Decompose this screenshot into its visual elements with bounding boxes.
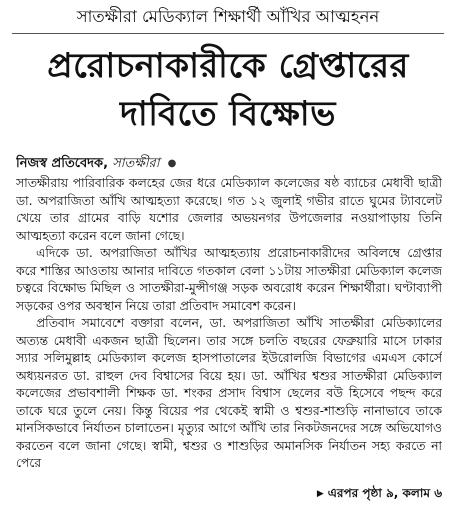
byline-reporter: নিজস্ব প্রতিবেদক, xyxy=(16,156,109,171)
byline-place: সাতক্ষীরা xyxy=(112,156,160,171)
continuation-text: এরপর পৃষ্ঠা ৯, কলাম ৬ xyxy=(327,486,442,500)
headline-line-2: দাবিতে বিক্ষোভ xyxy=(120,94,336,134)
article-kicker: সাতক্ষীরা মেডিক্যাল শিক্ষার্থী আঁখির আত্মহনন xyxy=(76,7,380,26)
article-paragraph: সাতক্ষীরায় পারিবারিক কলহের জের ধরে মেডিক্যাল কলেজের ষষ্ঠ ব্যাচের মেধাবী ছাত্রী ডা. অপরাজিতা আঁখি আত্মহত্যা করেছে। গত ১২ জুলাই গভীর রাতে ঘুমের ট্যাবলেট খেয়ে তার গ্রামের বাড়ি যশোর জেলার অভয়নগর উপজেলার নওয়াপাড়ায় তিনি আত্মহত্যা করেন বলে জানা গেছে। xyxy=(16,176,442,243)
byline-bullet-icon: ● xyxy=(167,158,177,169)
kicker-rule xyxy=(12,33,444,34)
byline xyxy=(16,154,440,174)
headline-line-1: প্ররোচনাকারীকে গ্রেপ্তারের xyxy=(47,46,409,86)
article-paragraph: প্রতিবাদ সমাবেশে বক্তারা বলেন, ডা. অপরাজিতা আঁখি সাতক্ষীরা মেডিক্যালের অত্যন্ত মেধাবী একজন ছাত্রী ছিলেন। তার সঙ্গে চলতি বছরের ফেব্রুয়ারি মাসে ঢাকার স্যার সলিমুল্লাহ মেডিক্যাল কলেজ হাসপাতালের ইউরোলজি বিভাগের এমএস কোর্সে অধ্যয়নরত ডা. রাহুল দেব বিশ্বাসের বিয়ে হয়। ডা. আঁখির শ্বশুর সাতক্ষীরা মেডিক্যাল কলেজের প্রভাবশালী শিক্ষক ডা. শংকর প্রসাদ বিশ্বাস ছেলের বউ হিসেবে পছন্দ করে তাকে ঘরে তুলে নেয়। কিন্তু বিয়ের পর থেকেই স্বামী ও শ্বশুর-শাশুড়ি নানাভাবে তাকে মানসিকভাবে নির্যাতন চালাতেন। মৃত্যুর আগে আঁখি তার নিকটজনদের সঙ্গে অভিযোগও করতেন বলে জানা গেছে। স্বামী, শ্বশুর ও শাশুড়ির অমানসিক নির্যাতন সহ্য করতে না পেরে xyxy=(16,316,442,470)
article-paragraph: এদিকে ডা. অপরাজিতা আঁখির আত্মহত্যায় প্ররোচনাকারীদের অবিলম্বে গ্রেপ্তার করে শাস্তির আওতায় আনার দাবিতে গতকাল বেলা ১১টায় সাতক্ষীরা মেডিক্যাল কলেজ চত্বরে বিক্ষোভ মিছিল ও সাতক্ষীরা-মুন্সীগঞ্জ সড়ক অবরোধ করেন শিক্ষার্থীরা। ঘণ্টাব্যাপী সড়কের ওপর অবস্থান নিয়ে তারা প্রতিবাদ সমাবেশ করেন। xyxy=(16,246,442,313)
continuation-note xyxy=(313,484,442,502)
article-headline xyxy=(6,42,450,138)
continuation-arrow-icon: ▶ xyxy=(316,489,324,499)
article-body xyxy=(16,175,442,503)
